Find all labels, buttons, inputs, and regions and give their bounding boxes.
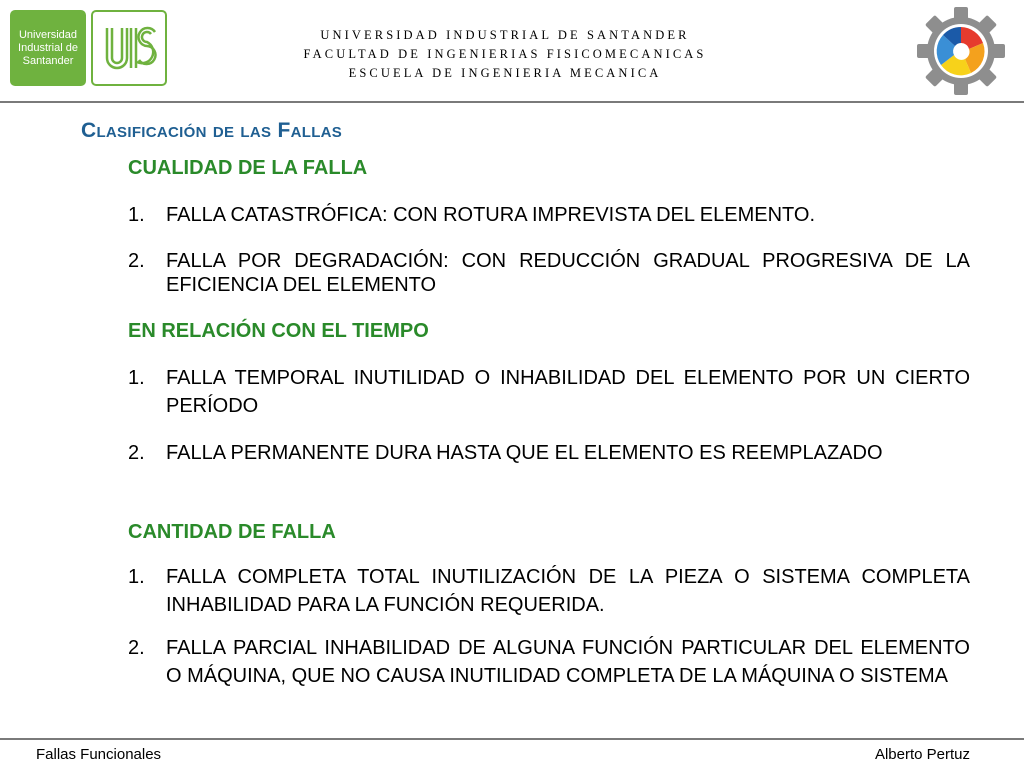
header-university: UNIVERSIDAD INDUSTRIAL DE SANTANDER — [320, 28, 690, 42]
logo-line-2: Industrial de — [18, 41, 78, 54]
slide-title: Clasificación de las Fallas — [81, 119, 343, 142]
institution-header — [240, 26, 770, 83]
list-item — [128, 249, 970, 297]
uis-logo — [91, 10, 167, 86]
list-item — [128, 364, 970, 420]
item-number: 2. — [128, 250, 145, 272]
header-faculty: FACULTAD DE INGENIERIAS FISICOMECANICAS — [303, 47, 707, 61]
item-number: 2. — [128, 442, 145, 464]
universidad-industrial-logo — [10, 10, 86, 86]
gear-logo-icon — [916, 4, 1006, 98]
footer-divider — [0, 738, 1024, 740]
list-item — [128, 203, 970, 228]
footer-author: Alberto Pertuz — [874, 746, 970, 763]
header-divider — [0, 101, 1024, 103]
item-text: FALLA PERMANENTE DURA HASTA QUE EL ELEMENTO ES REEMPLAZADO — [166, 442, 883, 464]
logo-line-1: Universidad — [18, 28, 78, 41]
item-number: 1. — [128, 204, 145, 226]
item-number: 1. — [128, 566, 145, 588]
logo-line-3: Santander — [22, 54, 74, 67]
footer-course: Fallas Funcionales — [36, 746, 162, 763]
item-number: 1. — [128, 367, 145, 389]
list-item — [128, 563, 970, 619]
section-heading-cantidad: CANTIDAD DE FALLA — [128, 521, 336, 543]
section-heading-cualidad: CUALIDAD DE LA FALLA — [128, 157, 368, 179]
list-item — [128, 439, 970, 467]
header-school: ESCUELA DE INGENIERIA MECANICA — [348, 66, 662, 80]
item-text: FALLA CATASTRÓFICA: CON ROTURA IMPREVISTA DEL ELEMENTO. — [166, 204, 816, 226]
list-item — [128, 634, 970, 690]
item-number: 2. — [128, 637, 145, 659]
item-text: FALLA TEMPORAL INUTILIDAD O INHABILIDAD DEL ELEMENTO POR UN CIERTO PERÍODO — [166, 367, 970, 417]
item-text: FALLA COMPLETA TOTAL INUTILIZACIÓN DE LA PIEZA O SISTEMA COMPLETA INHABILIDAD PARA LA FUNCIÓN REQUERIDA. — [166, 566, 970, 616]
item-text: FALLA POR DEGRADACIÓN: CON REDUCCIÓN GRADUAL PROGRESIVA DE LA EFICIENCIA DEL ELEMENTO — [166, 250, 970, 296]
section-heading-tiempo: EN RELACIÓN CON EL TIEMPO — [128, 320, 429, 342]
item-text: FALLA PARCIAL INHABILIDAD DE ALGUNA FUNCIÓN PARTICULAR DEL ELEMENTO O MÁQUINA, QUE NO CAUSA INUTILIDAD COMPLETA DE LA MÁQUINA O SISTEMA — [166, 637, 970, 687]
